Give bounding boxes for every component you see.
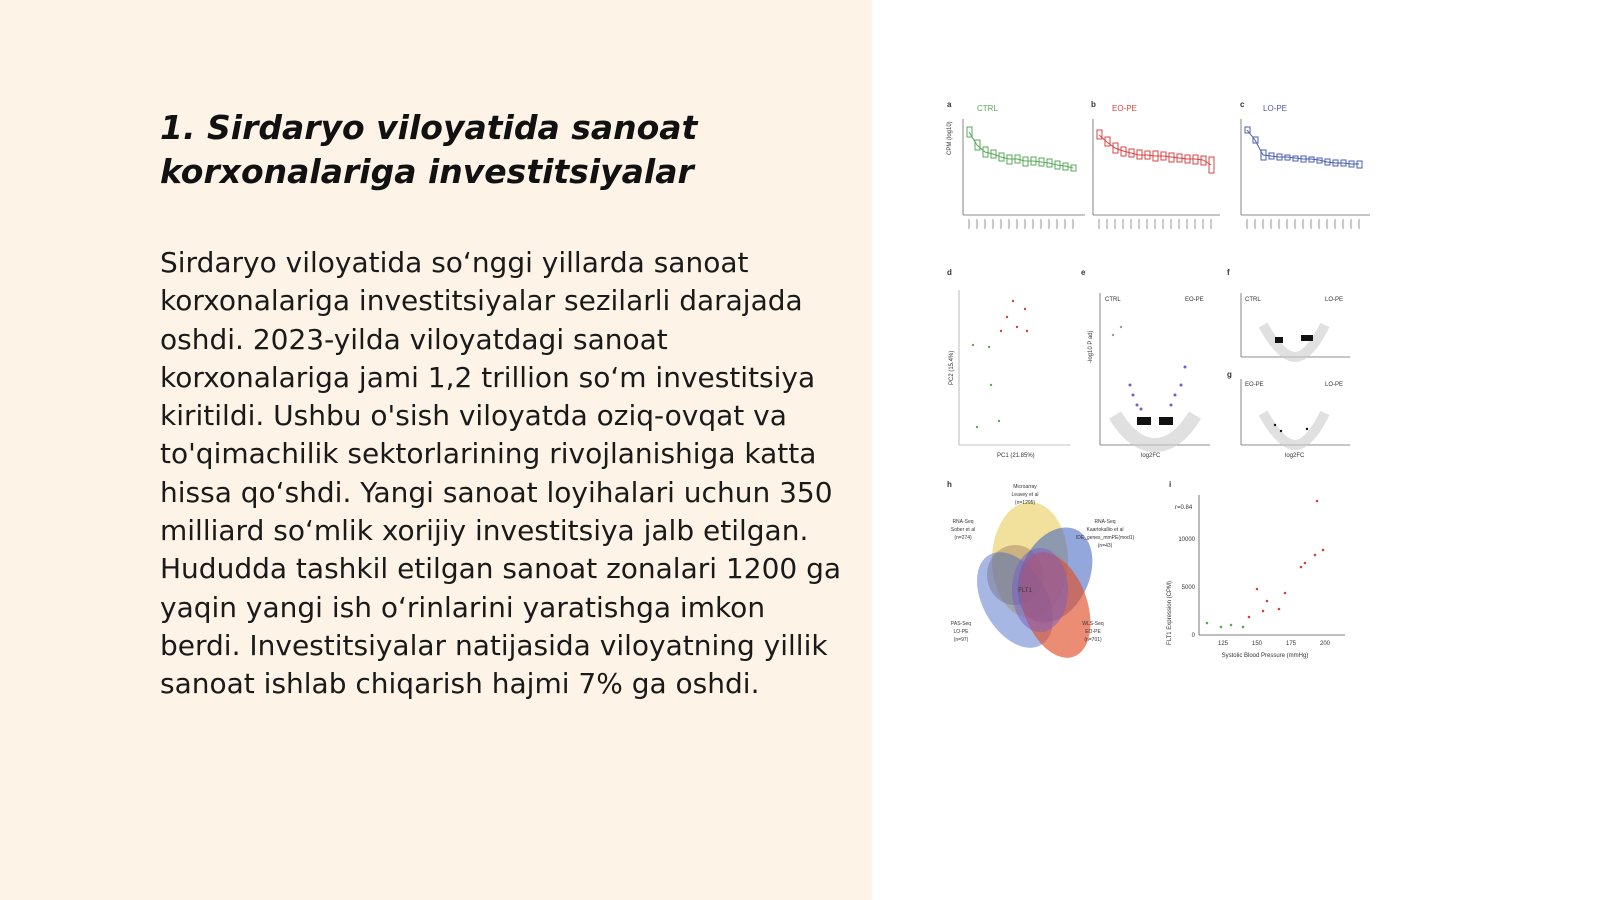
panel-f-volcano (1263, 325, 1325, 357)
panel-b-boxplots (1097, 130, 1214, 173)
research-figure (945, 95, 1415, 685)
panel-e-ylabel: -log10 P adj (1088, 331, 1094, 363)
panel-g-letter: g (1227, 370, 1232, 379)
panel-i-xtick-1: 150 (1251, 641, 1263, 647)
panel-b-letter: b (1091, 100, 1096, 109)
venn-set4-line3: (n=97) (953, 637, 969, 643)
venn-set2-line3: IDE_genes_mmPE(mod1) (1075, 535, 1135, 541)
panel-i-ytick-2: 10000 (1178, 537, 1195, 543)
panel-i-ylabel: FLT1 Expression (CPM) (1167, 581, 1173, 645)
venn-set4-line1: PAS-Seq (950, 621, 972, 627)
panel-b-label: EO-PE (1112, 104, 1137, 113)
venn-set4-line2: LO-PE (953, 629, 969, 635)
panel-i-points (1206, 500, 1325, 629)
venn-set2-line1: RNA-Seq (1094, 519, 1116, 525)
panel-g-xlabel: log2FC (1285, 453, 1305, 459)
panel-i-xtick-3: 200 (1319, 641, 1331, 647)
panel-h-letter: h (947, 480, 952, 489)
panel-a-letter: a (947, 100, 952, 109)
panel-h-center-label: FLT1 (1018, 588, 1032, 594)
panel-e-volcano (1112, 326, 1195, 445)
panel-d-xlabel: PC1 (21.85%) (997, 453, 1035, 459)
panel-a-label: CTRL (977, 104, 998, 113)
panel-i-xtick-0: 125 (1217, 641, 1229, 647)
panel-c-letter: c (1240, 100, 1245, 109)
venn-set5-line3: (n=701) (1084, 637, 1102, 643)
venn-set3-line3: (n=274) (954, 535, 972, 541)
panel-c-boxplots (1245, 127, 1362, 168)
venn-set5-line2: EO-PE (1085, 629, 1101, 635)
panel-e-left-label: CTRL (1105, 297, 1121, 303)
panel-g-right-label: LO-PE (1325, 382, 1344, 388)
venn-set1-line2: Leavey et al (1011, 492, 1039, 498)
venn-set2-line4: (n=43) (1097, 543, 1113, 549)
panel-e-letter: e (1081, 268, 1086, 277)
panel-i-xtick-2: 175 (1285, 641, 1297, 647)
panel-g-left-label: EO-PE (1245, 382, 1264, 388)
panel-i-ytick-0: 0 (1191, 633, 1195, 639)
panel-e-right-label: EO-PE (1185, 297, 1204, 303)
venn-set1-line3: (n=1295) (1014, 500, 1036, 506)
panel-f-letter: f (1227, 268, 1230, 277)
panel-i-letter: i (1169, 480, 1172, 489)
panel-c-label: LO-PE (1263, 104, 1288, 113)
venn-set2-line2: Kaartokallio et al (1086, 527, 1124, 533)
venn-set3-line2: Sober et al (950, 527, 976, 533)
panel-a-boxplots (967, 127, 1076, 171)
venn-set5-line1: WLS-Seq (1082, 621, 1104, 627)
panel-a-ylabel: CPM (log10) (947, 121, 953, 155)
panel-i-ytick-1: 5000 (1181, 585, 1195, 591)
venn-set3-line1: RNA-Seq (952, 519, 974, 525)
panel-i-xlabel: Systolic Blood Pressure (mmHg) (1221, 653, 1309, 659)
panel-f-left-label: CTRL (1245, 297, 1261, 303)
panel-f-right-label: LO-PE (1325, 297, 1344, 303)
panel-a-tick-labels (969, 219, 1073, 229)
panel-e-xlabel: log2FC (1141, 453, 1161, 459)
panel-h-venn (951, 484, 1135, 668)
panel-i-r-label: r=0.84 (1175, 505, 1193, 511)
panel-d-letter: d (947, 268, 952, 277)
venn-set1-line1: Microarray (1013, 484, 1037, 490)
panel-d-points (972, 300, 1028, 428)
slide-body-text: Sirdaryo viloyatida so‘nggi yillarda sanoat korxonalariga investitsiyalar sezilarli darajada oshdi. 2023-yilda viloyatdagi sanoat korxonalariga jami 1,2 trillion so‘m investitsiya kiritildi. Ushbu o'sish viloyatda oziq-ovqat va to'qimachilik sektorlarining rivojlanishiga katta hissa qo‘shdi. Yangi sanoat loyihalari uchun 350 milliard so‘mlik xorijiy investitsiya jalb etilgan. Hududda tashkil etilgan sanoat zonalari 1200 ga yaqin yangi ish o‘rinlarini yaratishga imkon berdi. Investitsiyalar natijasida viloyatning yillik sanoat ishlab chiqarish hajmi 7% ga oshdi. (160, 246, 842, 701)
slide-title: 1. Sirdaryo viloyatida sanoat korxonalariga investitsiyalar (160, 108, 698, 191)
multi-panel-figure (945, 95, 1415, 685)
panel-d-ylabel: PC2 (15.4%) (949, 350, 955, 385)
panel-g-volcano (1263, 413, 1325, 445)
